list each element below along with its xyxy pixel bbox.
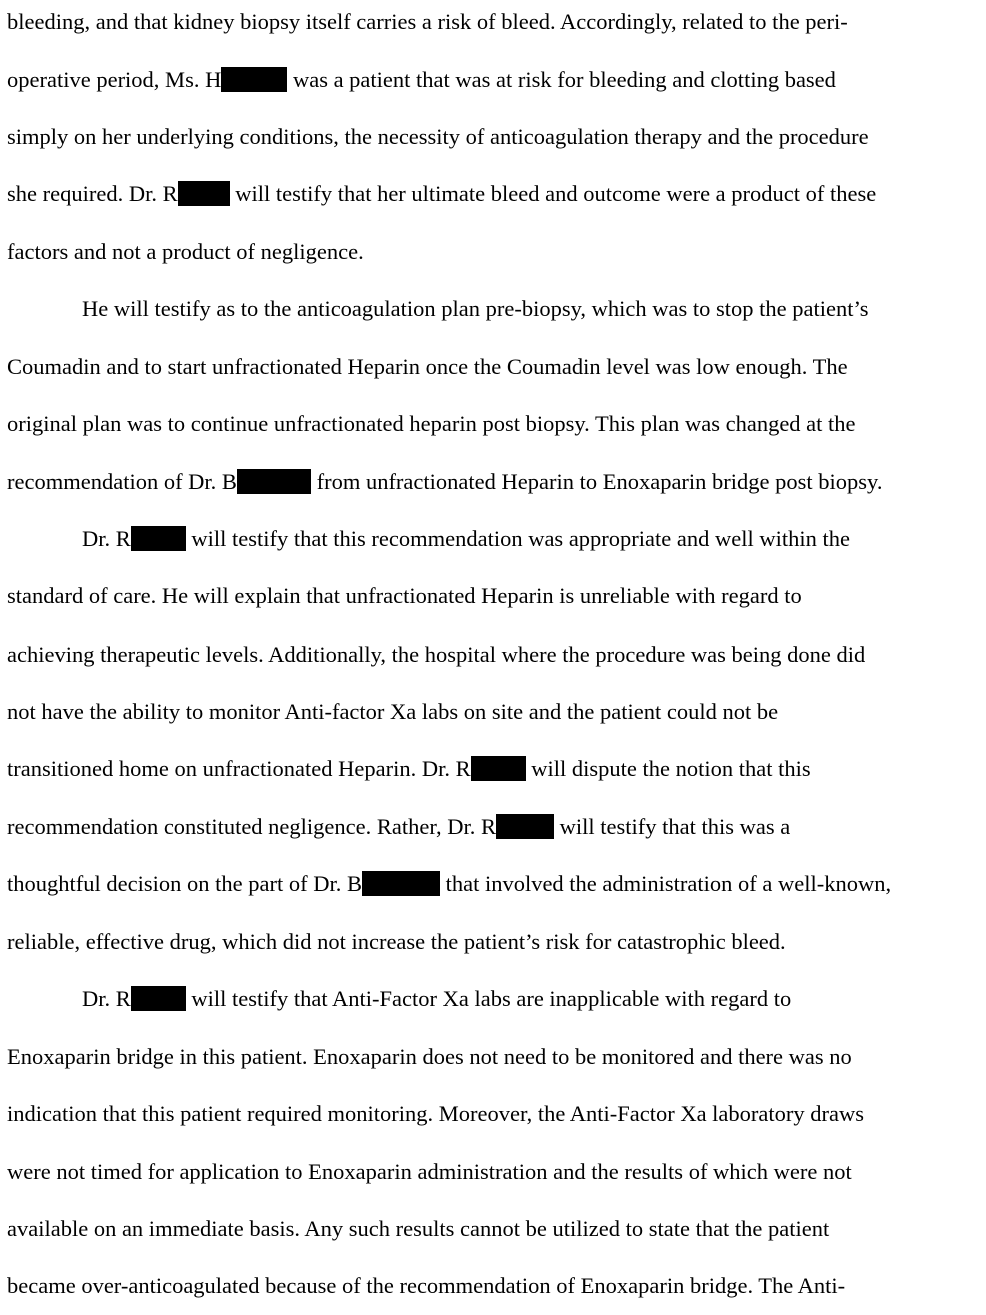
line-text: from unfractionated Heparin to Enoxaparin bridge post biopsy.	[310, 469, 883, 494]
text-line	[7, 237, 364, 267]
line-text: that involved the administration of a well-known,	[439, 871, 892, 896]
text-line	[7, 1099, 864, 1129]
line-text: recommendation constituted negligence. Rather, Dr. R	[7, 814, 496, 839]
text-line	[7, 754, 811, 784]
line-text: He will testify as to the anticoagulation plan pre-biopsy, which was to stop the patient’s	[82, 296, 869, 321]
text-line	[7, 869, 891, 899]
text-line	[7, 640, 865, 670]
line-text: will testify that Anti-Factor Xa labs are inapplicable with regard to	[185, 986, 792, 1011]
line-text: reliable, effective drug, which did not increase the patient’s risk for catastrophic bleed.	[7, 929, 786, 954]
redaction-bar	[131, 986, 186, 1011]
line-text: available on an immediate basis. Any such results cannot be utilized to state that the patient	[7, 1216, 830, 1241]
redaction-bar	[131, 526, 186, 551]
line-text: Enoxaparin bridge in this patient. Enoxaparin does not need to be monitored and there was no	[7, 1044, 852, 1069]
text-line	[7, 1042, 852, 1072]
text-line	[7, 927, 786, 957]
line-text: will testify that her ultimate bleed and outcome were a product of these	[229, 181, 877, 206]
line-text: indication that this patient required monitoring. Moreover, the Anti-Factor Xa laboratory draws	[7, 1101, 864, 1126]
line-text: transitioned home on unfractionated Heparin. Dr. R	[7, 756, 471, 781]
text-line	[7, 812, 790, 842]
line-text: standard of care. He will explain that unfractionated Heparin is unreliable with regard to	[7, 583, 802, 608]
line-text: operative period, Ms. H	[7, 67, 222, 92]
text-line	[7, 65, 836, 95]
line-text: will testify that this recommendation was appropriate and well within the	[185, 526, 850, 551]
text-line	[7, 352, 848, 382]
line-text: recommendation of Dr. B	[7, 469, 237, 494]
line-text: Dr. R	[82, 986, 131, 1011]
line-text: she required. Dr. R	[7, 181, 178, 206]
line-text: will testify that this was a	[553, 814, 791, 839]
line-text: will dispute the notion that this	[525, 756, 811, 781]
redaction-bar	[237, 469, 311, 494]
line-text: became over-anticoagulated because of the recommendation of Enoxaparin bridge. The Anti-	[7, 1273, 846, 1298]
line-text: achieving therapeutic levels. Additionally, the hospital where the procedure was being done did	[7, 642, 866, 667]
text-line	[82, 524, 850, 554]
text-line	[7, 697, 778, 727]
line-text: were not timed for application to Enoxaparin administration and the results of which were not	[7, 1159, 852, 1184]
line-text: bleeding, and that kidney biopsy itself carries a risk of bleed. Accordingly, related to the peri-	[7, 9, 848, 34]
text-line	[7, 467, 882, 497]
text-line	[82, 294, 869, 324]
text-line	[82, 984, 791, 1014]
line-text: original plan was to continue unfractionated heparin post biopsy. This plan was changed at the	[7, 411, 856, 436]
text-line	[7, 7, 848, 37]
line-text: Coumadin and to start unfractionated Heparin once the Coumadin level was low enough. The	[7, 354, 848, 379]
line-text: was a patient that was at risk for bleeding and clotting based	[287, 67, 836, 92]
redaction-bar	[362, 871, 440, 896]
text-line	[7, 1271, 845, 1301]
line-text: simply on her underlying conditions, the necessity of anticoagulation therapy and the procedure	[7, 124, 869, 149]
redaction-bar	[221, 67, 287, 92]
text-line	[7, 409, 856, 439]
redaction-bar	[178, 181, 230, 206]
text-line	[7, 1157, 852, 1187]
text-line	[7, 179, 876, 209]
text-line	[7, 1214, 829, 1244]
redaction-bar	[471, 756, 526, 781]
line-text: not have the ability to monitor Anti-factor Xa labs on site and the patient could not be	[7, 699, 779, 724]
line-text: thoughtful decision on the part of Dr. B	[7, 871, 362, 896]
text-line	[7, 581, 802, 611]
line-text: Dr. R	[82, 526, 131, 551]
redaction-bar	[496, 814, 554, 839]
line-text: factors and not a product of negligence.	[7, 239, 364, 264]
text-line	[7, 122, 869, 152]
